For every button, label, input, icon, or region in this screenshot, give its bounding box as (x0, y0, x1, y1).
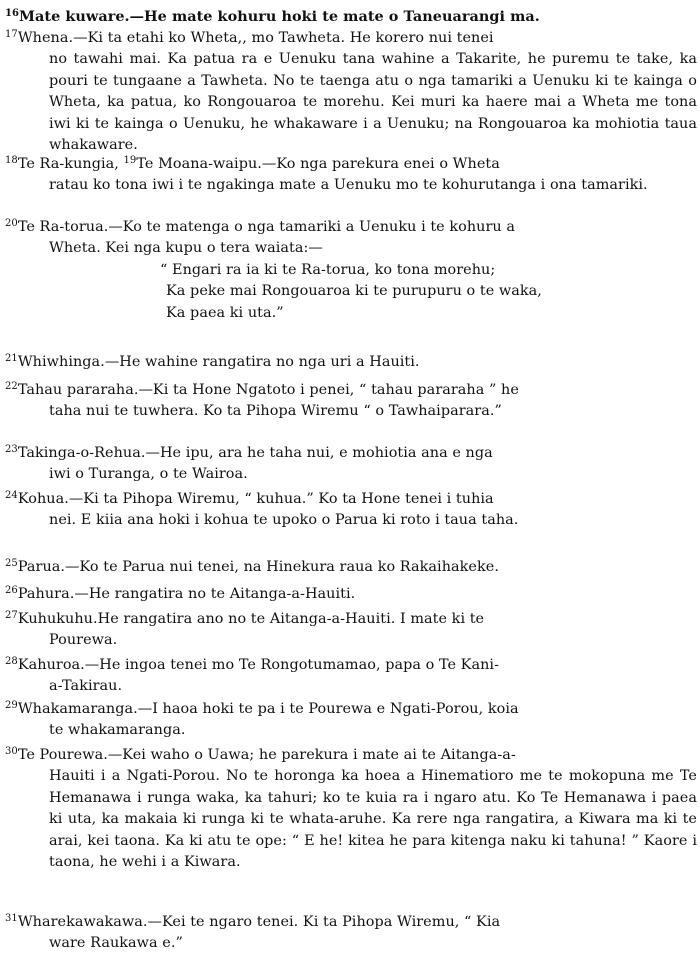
note-heading: Kuhukuhu. (17, 611, 98, 627)
note-29 (5, 695, 697, 742)
note-heading: Te Pourewa. (17, 747, 108, 763)
note-21 (5, 348, 697, 373)
note-text-first: —Ki ta Hone Ngatoto i penei, “ tahau pararaha ” he (138, 382, 519, 398)
note-text-first: —He rangatira no te Aitanga-a-Hauiti. (74, 586, 356, 602)
verse-line: Ka peke mai Rongouaroa ki te purupuru o te waka, (166, 283, 542, 300)
note-number: 18 (5, 155, 18, 166)
note-number: 21 (5, 353, 18, 364)
note-text: Pourewa. (49, 632, 118, 649)
note-31 (5, 908, 697, 955)
note-heading: Te Ra-torua. (17, 219, 109, 235)
note-text-first: —Kei te ngaro tenei. Ki ta Pihopa Wiremu, “ Kia (147, 914, 501, 930)
note-heading: Mate kuware. (19, 8, 130, 25)
note-27 (5, 605, 697, 652)
verse-line: Ka paea ki uta.” (166, 304, 284, 321)
note-text: —He mate kohuru hoki te mate o Taneuarangi ma. (129, 8, 540, 25)
note-heading: Whiwhinga. (17, 354, 105, 370)
note-heading-2: Te Moana-waipu. (136, 156, 262, 172)
note-text: taha nui te tuwhera. Ko ta Pihopa Wiremu “ o Tawhaipararа.” (49, 403, 502, 420)
note-18-19 (5, 150, 697, 197)
note-heading: Te Ra-kungia, (17, 156, 119, 172)
note-text: Hauiti i a Ngati-Porou. No te horonga ka hoea a Hinematioro me te mokopuna me Te Hemanawa i runga waka, ka tahuri; ko te kuia ra i ngaro atu. Ko Te Hemanawa i paea ki uta, ka makaia ki runga ki te whata-aruhe. Ka rere nga rangatira, a Kiwara ma ki te arai, kei taona. Ka ki atu te ope: “ E he! kitea he para kitenga naku ki tahuna! ” Kaore i taona, he wehi i a Kiwara. (49, 768, 697, 871)
note-heading: Pahura. (17, 586, 75, 602)
note-text-first: —Ko nga parekura enei o Wheta (261, 156, 500, 172)
note-text: iwi o Turanga, o te Wairoa. (49, 466, 248, 483)
note-text-first: —He ingoa tenei mo Te Rongotumamao, papa o Te Kani- (84, 657, 499, 673)
note-text: ratau ko tona iwi i te ngakinga mate a Uenuku mo te kohurutanga i ona tamariki. (49, 177, 648, 194)
note-heading: Parua. (17, 559, 66, 575)
note-23 (5, 439, 697, 486)
note-text-first: —I haoa hoki te pa i te Pourewa e Ngati-Porou, koia (137, 701, 519, 717)
note-text: no tawahi mai. Ka patua ra e Uenuku tana wahine a Takarite, he puremu te take, ka pouri te tungaane a Tawheta. No te taenga atu o nga tamariki a Uenuku ki te kainga o Wheta, ka patua, ko Rongouaroa te morehu. Kei muri ka haere mai a Wheta me tona iwi ki te kainga o Uenuku, he whakaware i a Uenuku; na Rongouaroa ka mohiotia taua whakaware. (49, 51, 697, 154)
note-text-first: —Ki ta etahi ko Wheta,, mo Tawheta. He korero nui tenei (73, 30, 494, 46)
note-heading: Tahau pararaha. (17, 382, 139, 398)
note-text-first: —He wahine rangatira no nga uri a Hauiti. (104, 354, 420, 370)
verse-line: “ Engari ra ia ki te Ra-torua, ko tona morehu; (160, 261, 496, 278)
note-30 (5, 741, 697, 873)
note-heading: Whena. (17, 30, 74, 46)
note-number: 22 (5, 381, 18, 392)
note-number: 31 (5, 913, 18, 924)
note-text-first: —Kei waho o Uawa; he parekura i mate ai te Aitanga-a- (107, 747, 516, 763)
note-heading: Whakamaranga. (17, 701, 138, 717)
note-text-first: —Ko te matenga o nga tamariki a Uenuku i te kohuru a (108, 219, 515, 235)
note-number: 25 (5, 558, 18, 569)
note-heading: Takinga-o-Rehua. (17, 445, 146, 461)
note-number-2: 19 (123, 155, 137, 166)
note-text: nei. E kiia ana hoki i kohua te upoko o Parua ki roto i taua taha. (49, 512, 519, 529)
note-28 (5, 651, 697, 698)
note-number: 20 (5, 218, 18, 229)
note-number: 17 (5, 29, 18, 40)
note-number: 23 (5, 444, 18, 455)
note-number: 16 (5, 8, 20, 19)
note-text: Wheta. Kei nga kupu o tera waiata:— (49, 240, 323, 257)
note-number: 28 (5, 656, 18, 667)
note-20 (5, 213, 697, 324)
note-number: 24 (5, 490, 18, 501)
note-number: 29 (5, 700, 18, 711)
note-heading: Kohua. (17, 491, 69, 507)
note-text: ware Raukawa e.” (49, 935, 183, 952)
note-text: a-Takirau. (49, 678, 123, 695)
note-text-first: —Ki ta Pihopa Wiremu, “ kuhua.” Ko ta Hone tenei i tuhia (68, 491, 494, 507)
note-25 (5, 553, 697, 578)
note-text-first: —Ko te Parua nui tenei, na Hinekura raua ko Rakaihakeke. (65, 559, 499, 575)
note-number: 30 (5, 746, 18, 757)
note-number: 26 (5, 585, 18, 596)
note-heading: Wharekawakawa. (17, 914, 148, 930)
note-text: te whakamaranga. (49, 722, 186, 739)
note-heading: Kahuroa. (17, 657, 85, 673)
note-text-first: —He ipu, ara he taha nui, e mohiotia ana e nga (145, 445, 493, 461)
note-26 (5, 580, 697, 605)
note-22 (5, 376, 697, 423)
note-17 (5, 24, 697, 156)
note-number: 27 (5, 610, 18, 621)
note-text-first: He rangatira ano no te Aitanga-a-Hauiti. I mate ki te (97, 611, 485, 627)
note-24 (5, 485, 697, 532)
